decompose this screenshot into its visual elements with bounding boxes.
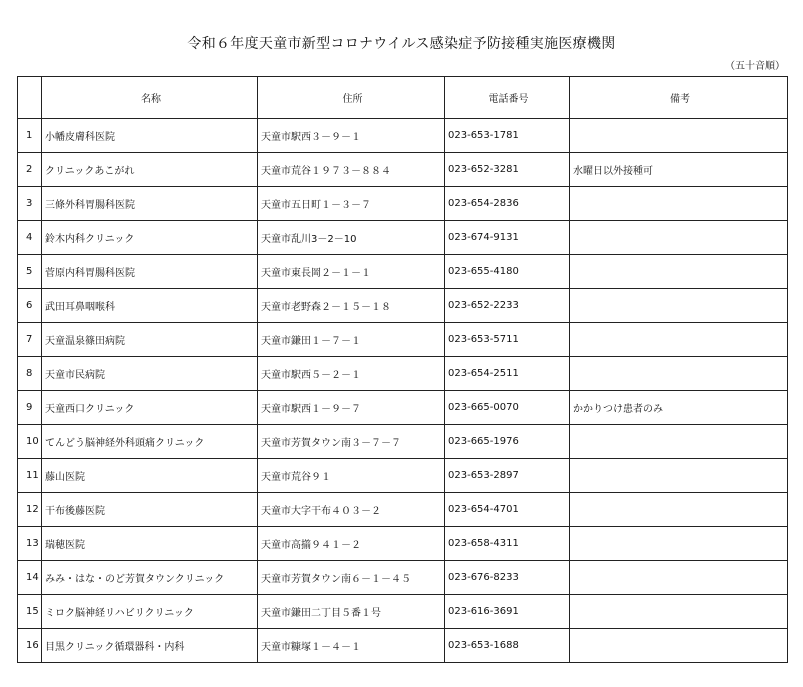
clinic-name: 菅原内科胃腸科医院 [42, 255, 258, 289]
table-row [18, 289, 788, 323]
clinic-address: 天童市鎌田二丁目５番１号 [258, 595, 445, 629]
table-row [18, 153, 788, 187]
table-row [18, 493, 788, 527]
row-number: 4 [18, 221, 42, 255]
clinic-address: 天童市鎌田１－７－１ [258, 323, 445, 357]
clinic-phone: 023-665-0070 [445, 391, 570, 425]
clinic-name: 藤山医院 [42, 459, 258, 493]
clinic-phone: 023-655-4180 [445, 255, 570, 289]
table-row [18, 459, 788, 493]
clinic-address: 天童市荒谷１９７３－８８４ [258, 153, 445, 187]
clinic-note [570, 425, 788, 459]
clinic-phone: 023-654-2511 [445, 357, 570, 391]
clinic-note [570, 289, 788, 323]
order-note: （五十音順） [725, 61, 785, 72]
table-header-row [18, 77, 788, 119]
clinic-phone: 023-676-8233 [445, 561, 570, 595]
clinic-name: ミロク脳神経リハビリクリニック [42, 595, 258, 629]
clinic-note [570, 629, 788, 663]
row-number: 9 [18, 391, 42, 425]
clinic-name: 干布後藤医院 [42, 493, 258, 527]
table-row [18, 323, 788, 357]
clinic-name: クリニックあこがれ [42, 153, 258, 187]
clinic-address: 天童市芳賀タウン南３－７－７ [258, 425, 445, 459]
header-address: 住所 [258, 77, 445, 119]
row-number: 3 [18, 187, 42, 221]
clinic-address: 天童市老野森２－１５－１８ [258, 289, 445, 323]
clinic-name: 瑞穂医院 [42, 527, 258, 561]
clinic-phone: 023-616-3691 [445, 595, 570, 629]
row-number: 6 [18, 289, 42, 323]
clinic-phone: 023-653-2897 [445, 459, 570, 493]
clinic-note [570, 561, 788, 595]
document-title: 令和６年度天童市新型コロナウイルス感染症予防接種実施医療機関 [187, 36, 616, 52]
clinic-phone: 023-653-5711 [445, 323, 570, 357]
row-number: 16 [18, 629, 42, 663]
clinic-note [570, 323, 788, 357]
clinic-name: 天童西口クリニック [42, 391, 258, 425]
clinic-note [570, 221, 788, 255]
table-row [18, 561, 788, 595]
table-row [18, 357, 788, 391]
clinic-address: 天童市乱川3－2－10 [258, 221, 445, 255]
clinic-note [570, 187, 788, 221]
clinic-phone: 023-658-4311 [445, 527, 570, 561]
clinic-address: 天童市芳賀タウン南６－１－４５ [258, 561, 445, 595]
table-row [18, 425, 788, 459]
clinic-name: 鈴木内科クリニック [42, 221, 258, 255]
clinic-address: 天童市五日町１－３－７ [258, 187, 445, 221]
clinic-phone: 023-654-2836 [445, 187, 570, 221]
clinic-note [570, 255, 788, 289]
row-number: 8 [18, 357, 42, 391]
clinic-name: てんどう脳神経外科頭痛クリニック [42, 425, 258, 459]
clinic-address: 天童市東長岡２－１－１ [258, 255, 445, 289]
clinic-name: 目黒クリニック循環器科・内科 [42, 629, 258, 663]
clinic-phone: 023-654-4701 [445, 493, 570, 527]
row-number: 10 [18, 425, 42, 459]
table-row [18, 527, 788, 561]
table-row [18, 221, 788, 255]
clinic-note [570, 595, 788, 629]
clinic-table [17, 76, 788, 663]
header-note: 備考 [570, 77, 788, 119]
clinic-name: みみ・はな・のど芳賀タウンクリニック [42, 561, 258, 595]
clinic-phone: 023-665-1976 [445, 425, 570, 459]
clinic-note [570, 493, 788, 527]
header-phone: 電話番号 [445, 77, 570, 119]
header-number [18, 77, 42, 119]
table-row [18, 595, 788, 629]
row-number: 13 [18, 527, 42, 561]
clinic-note [570, 459, 788, 493]
table-row [18, 391, 788, 425]
clinic-note [570, 357, 788, 391]
row-number: 15 [18, 595, 42, 629]
clinic-address: 天童市駅西１－９－７ [258, 391, 445, 425]
clinic-name: 武田耳鼻咽喉科 [42, 289, 258, 323]
row-number: 7 [18, 323, 42, 357]
clinic-note [570, 527, 788, 561]
header-name: 名称 [42, 77, 258, 119]
row-number: 11 [18, 459, 42, 493]
row-number: 1 [18, 119, 42, 153]
row-number: 5 [18, 255, 42, 289]
row-number: 12 [18, 493, 42, 527]
clinic-name: 天童市民病院 [42, 357, 258, 391]
clinic-name: 小幡皮膚科医院 [42, 119, 258, 153]
clinic-phone: 023-652-3281 [445, 153, 570, 187]
clinic-note: 水曜日以外接種可 [570, 153, 788, 187]
clinic-phone: 023-674-9131 [445, 221, 570, 255]
table-row [18, 255, 788, 289]
row-number: 14 [18, 561, 42, 595]
clinic-name: 天童温泉篠田病院 [42, 323, 258, 357]
clinic-phone: 023-652-2233 [445, 289, 570, 323]
clinic-address: 天童市駅西５－２－１ [258, 357, 445, 391]
table-row [18, 629, 788, 663]
clinic-address: 天童市荒谷９１ [258, 459, 445, 493]
clinic-phone: 023-653-1781 [445, 119, 570, 153]
clinic-note [570, 119, 788, 153]
clinic-address: 天童市大字干布４０３－２ [258, 493, 445, 527]
clinic-name: 三條外科胃腸科医院 [42, 187, 258, 221]
clinic-address: 天童市駅西３－９－１ [258, 119, 445, 153]
row-number: 2 [18, 153, 42, 187]
table-row [18, 119, 788, 153]
clinic-note: かかりつけ患者のみ [570, 391, 788, 425]
clinic-address: 天童市糠塚１－４－１ [258, 629, 445, 663]
table-row [18, 187, 788, 221]
clinic-address: 天童市高擶９４１－２ [258, 527, 445, 561]
clinic-phone: 023-653-1688 [445, 629, 570, 663]
